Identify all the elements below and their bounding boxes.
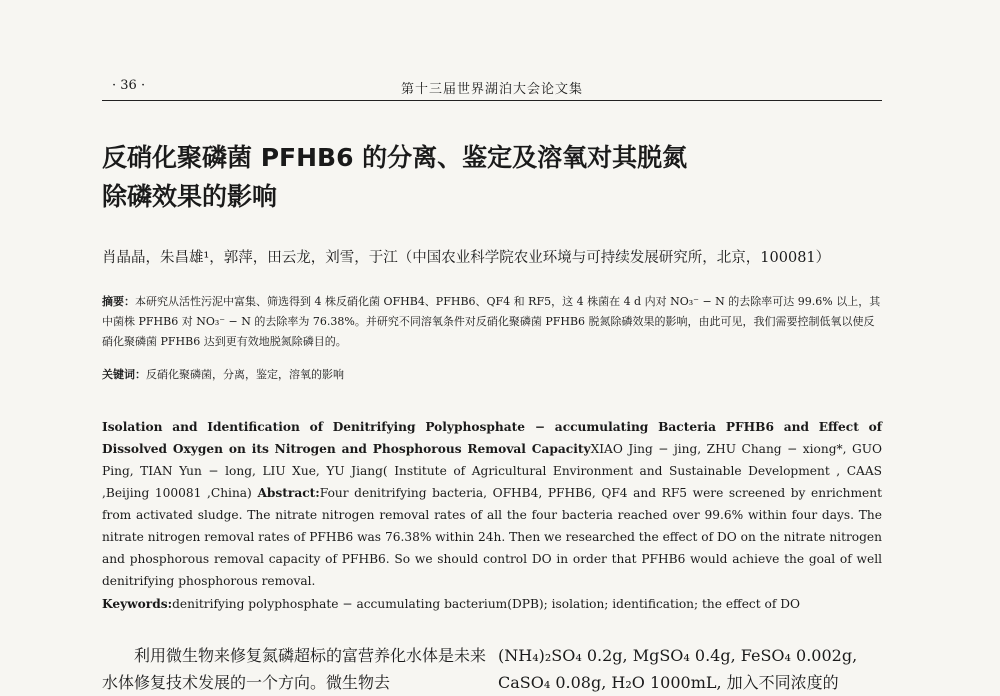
english-abstract-block: [102, 416, 882, 592]
body-left-column: [102, 642, 494, 696]
body-right-column: [498, 642, 888, 696]
article-title: [102, 138, 882, 216]
english-title: Isolation and Identification of Denitrifying Polyphosphate − accumulating Bacteria PFHB6 and Effect of Dissolved Oxygen on its Nitrogen and Phosphorous Removal Capacity: [102, 420, 882, 456]
english-keywords: [102, 594, 882, 614]
chinese-keywords-text: 反硝化聚磷菌，分离，鉴定，溶氧的影响: [146, 368, 344, 381]
running-header: [102, 78, 882, 100]
english-keywords-label: Keywords:: [102, 597, 173, 611]
english-authors: XIAO Jing − jing, ZHU Chang − xiong*, GUO Ping, TIAN Yun − long, LIU Xue, YU Jiang( Institute of Agricultural Environment and Sustainable Development , CAAS ,Beijing 100081 ,China): [102, 442, 882, 500]
body-right-text: (NH₄)₂SO₄ 0.2g, MgSO₄ 0.4g, FeSO₄ 0.002g, CaSO₄ 0.08g, H₂O 1000mL, 加入不同浓度的: [498, 646, 858, 692]
chinese-keywords: [102, 365, 882, 385]
chinese-abstract: [102, 292, 882, 352]
chinese-keywords-label: 关键词：: [102, 368, 146, 381]
title-line-1: 反硝化聚磷菌 PFHB6 的分离、鉴定及溶氧对其脱氮: [102, 143, 688, 172]
chinese-abstract-text: 本研究从活性污泥中富集、筛选得到 4 株反硝化菌 OFHB4、PFHB6、QF4 和 RF5，这 4 株菌在 4 d 内对 NO₃⁻ − N 的去除率可达 99.6% 以上，其中菌株 PFHB6 对 NO₃⁻ − N 的去除率为 76.38%。并研究不同溶氧条件对反硝化聚磷菌 PFHB6 脱氮除磷效果的影响，由此可见，我们需要控制低氧以使反硝化聚磷菌 PFHB6 达到更有效地脱氮除磷目的。: [102, 295, 881, 348]
author-line: 肖晶晶，朱昌雄¹，郭萍，田云龙，刘雪，于江（中国农业科学院农业环境与可持续发展研究所，北京，100081）: [102, 250, 831, 266]
english-keywords-text: denitrifying polyphosphate − accumulating bacterium(DPB); isolation; identification; the effect of DO: [172, 597, 801, 611]
title-line-2: 除磷效果的影响: [102, 182, 278, 211]
body-left-text: 利用微生物来修复氮磷超标的富营养化水体是未来水体修复技术发展的一个方向。微生物去: [102, 646, 487, 692]
journal-name: 第十三届世界湖泊大会论文集: [400, 82, 583, 97]
english-abstract-label: Abstract:: [257, 486, 320, 500]
page-number: · 36 ·: [112, 78, 146, 93]
english-abstract-text: Four denitrifying bacteria, OFHB4, PFHB6, QF4 and RF5 were screened by enrichment from activated sludge. The nitrate nitrogen removal rates of all the four bacteria reached over 99.6% within four days. The nitrate nitrogen removal rates of PFHB6 was 76.38% within 24h. Then we researched the effect of DO on the nitrate nitrogen and phosphorous removal capacity of PFHB6. So we should control DO in order that PFHB6 would achieve the goal of well denitrifying phosphorous removal.: [102, 486, 882, 588]
header-rule: [102, 100, 882, 101]
chinese-abstract-label: 摘要：: [102, 295, 135, 308]
